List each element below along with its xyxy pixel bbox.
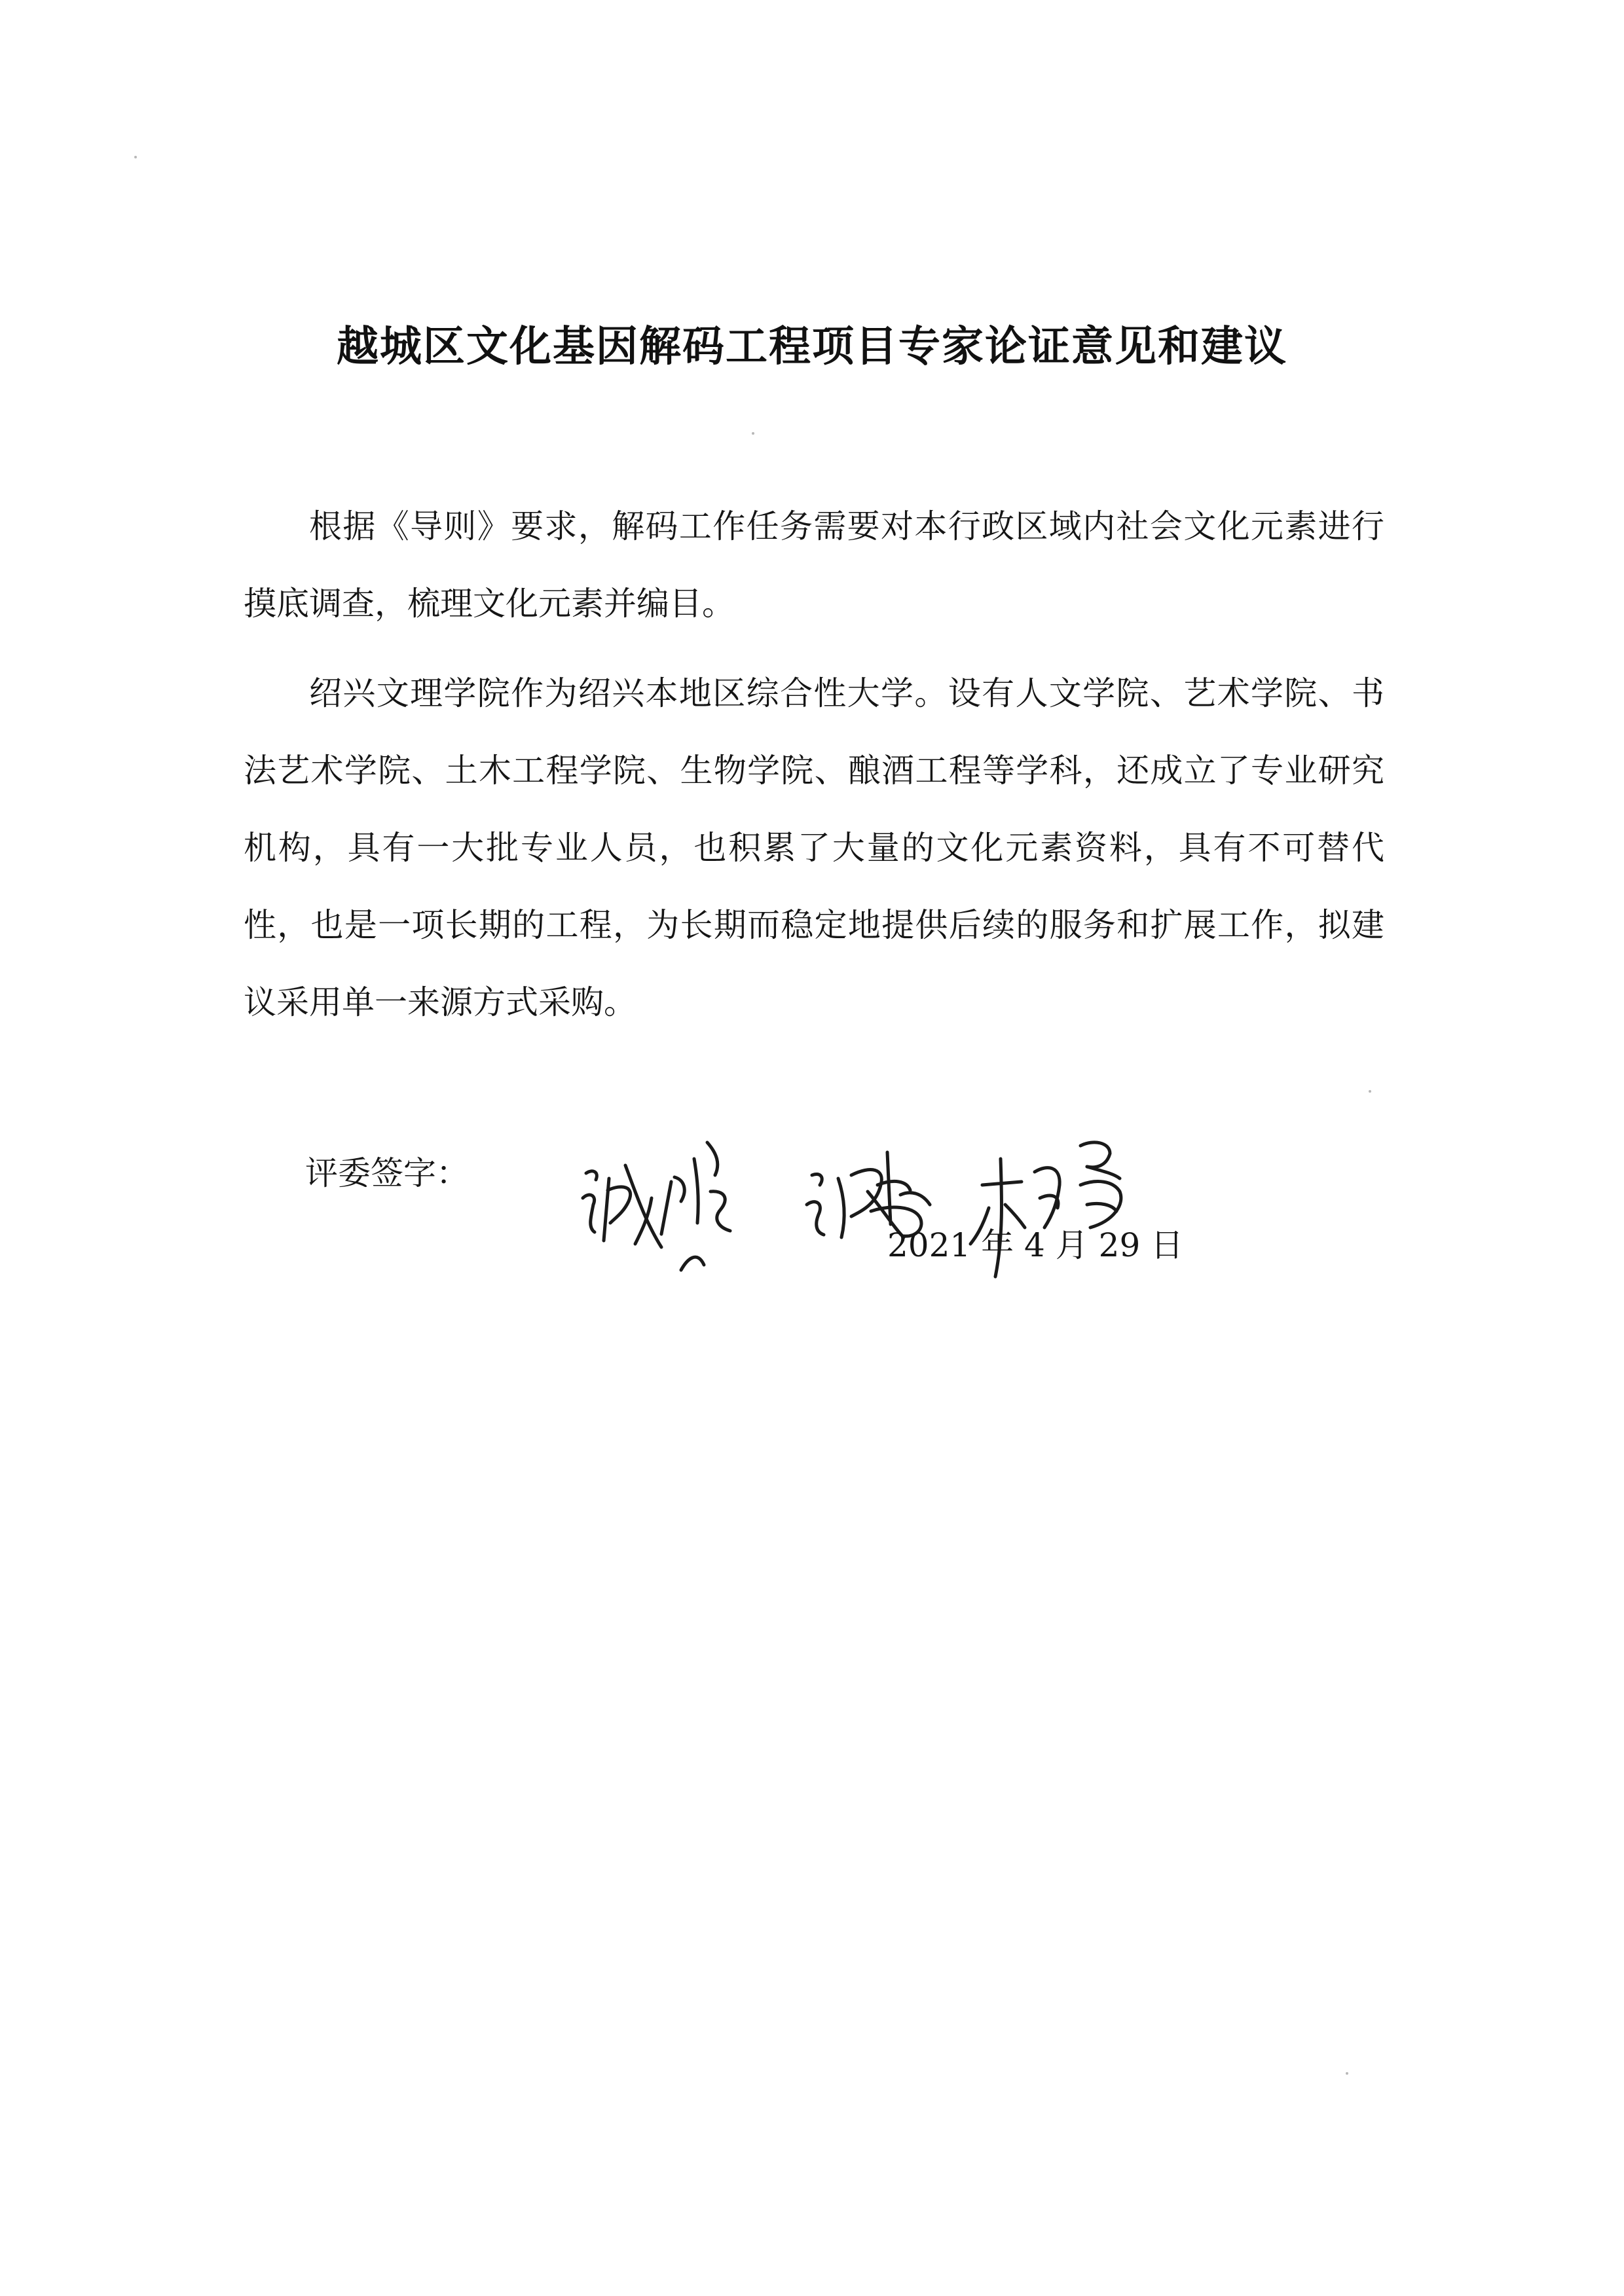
signature-label: 评委签字： bbox=[305, 1154, 469, 1192]
document-title: 越城区文化基因解码工程项目专家论证意见和建议 bbox=[337, 323, 1287, 371]
signing-date: 2021 年 4 月 29 日 bbox=[887, 1226, 1184, 1264]
handwritten-signatures bbox=[563, 1113, 1172, 1309]
paragraph-guideline: 根据《导则》要求，解码工作任务需要对本行政区域内社会文化元素进行摸底调查，梳理文化元素并编目。 bbox=[244, 507, 1384, 623]
scan-speck bbox=[752, 432, 754, 435]
scan-speck bbox=[1369, 1090, 1371, 1093]
scan-speck bbox=[134, 156, 137, 158]
signature-1 bbox=[583, 1142, 730, 1270]
scan-speck bbox=[1346, 2072, 1348, 2075]
paragraph-recommendation: 绍兴文理学院作为绍兴本地区综合性大学。设有人文学院、艺术学院、书法艺术学院、土木工程学院、生物学院、酿酒工程等学科，还成立了专业研究机构，具有一大批专业人员，也积累了大量的文化元素资料，具有不可替代性，也是一项长期的工程，为长期而稳定地提供后续的服务和扩展工作，拟建议采用单一来源方式采购。 bbox=[244, 674, 1384, 1021]
